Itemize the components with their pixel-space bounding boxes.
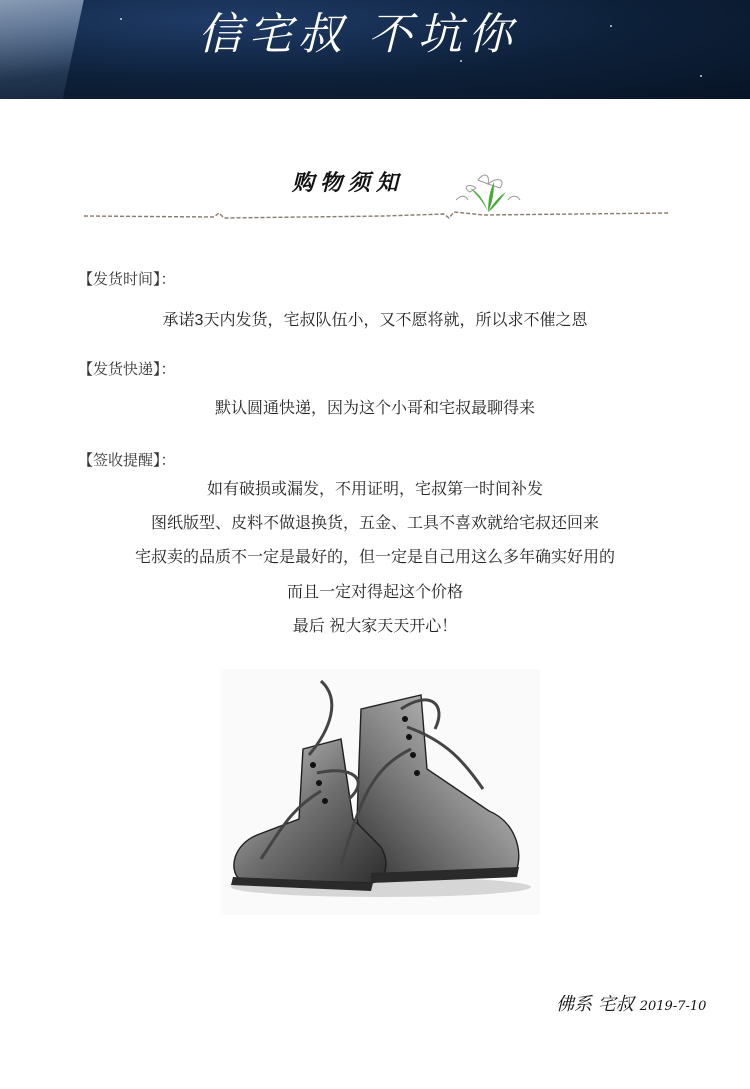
label-receipt-reminder: 【签收提醒】： bbox=[78, 452, 176, 469]
label-courier: 【发货快递】： bbox=[78, 361, 176, 378]
light-flare bbox=[0, 0, 86, 99]
text-delivery-time: 承诺3天内发货，宅叔队伍小，又不愿将就，所以求不催之恩 bbox=[162, 312, 588, 329]
header-banner bbox=[0, 0, 750, 99]
star bbox=[120, 18, 122, 20]
banner-title: 信宅叔 不坑你 bbox=[198, 9, 518, 60]
divider-line bbox=[84, 204, 669, 220]
text-courier: 默认圆通快递，因为这个小哥和宅叔最聊得来 bbox=[214, 400, 535, 417]
signature bbox=[556, 990, 706, 1016]
label-delivery-time: 【发货时间】： bbox=[78, 271, 176, 288]
signature-date: 2019-7-10 bbox=[639, 999, 707, 1014]
text-receipt-line: 而且一定对得起这个价格 bbox=[286, 584, 463, 601]
notice-title: 购物须知 bbox=[292, 170, 405, 196]
text-receipt-line: 如有破损或漏发，不用证明，宅叔第一时间补发 bbox=[206, 481, 543, 498]
text-receipt-line: 最后 祝大家天天开心！ bbox=[292, 618, 458, 635]
text-receipt-line: 宅叔卖的品质不一定是最好的，但一定是自己用这么多年确实好用的 bbox=[134, 549, 615, 566]
star bbox=[700, 75, 702, 77]
star bbox=[610, 25, 612, 27]
signature-name: 佛系 宅叔 bbox=[556, 994, 634, 1015]
text-receipt-line: 图纸版型、皮料不做退换货，五金、工具不喜欢就给宅叔还回来 bbox=[150, 515, 599, 532]
boots-illustration bbox=[221, 669, 540, 915]
boots-sketch-image bbox=[221, 669, 540, 915]
